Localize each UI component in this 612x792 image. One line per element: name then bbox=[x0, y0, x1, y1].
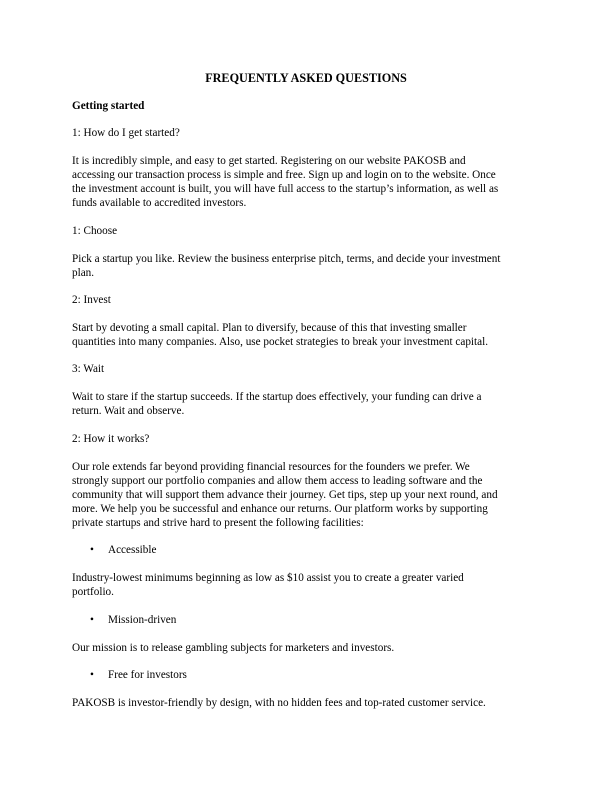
bullet-icon: • bbox=[90, 544, 94, 556]
bullet-item-free-for-investors: Free for investors bbox=[108, 669, 187, 681]
paragraph-line: It is incredibly simple, and easy to get started. Registering on our website PAKOSB and bbox=[72, 155, 466, 167]
paragraph-line: plan. bbox=[72, 267, 95, 279]
paragraph-line: strongly support our portfolio companies and allow them access to leading software and the bbox=[72, 475, 483, 487]
bullet-item-accessible: Accessible bbox=[108, 544, 157, 556]
paragraph-line: Our mission is to release gambling subjects for marketers and investors. bbox=[72, 642, 395, 654]
paragraph-line: the investment account is built, you will have full access to the startup’s information, as well as bbox=[72, 183, 499, 195]
paragraph-line: accessing our transaction process is simple and free. Sign up and login on to the website. Once bbox=[72, 169, 496, 181]
step-3-label: 3: Wait bbox=[72, 363, 105, 375]
paragraph-line: Industry-lowest minimums beginning as low as $10 assist you to create a greater varied bbox=[72, 572, 464, 584]
paragraph-line: PAKOSB is investor-friendly by design, with no hidden fees and top-rated customer service. bbox=[72, 697, 486, 709]
step-1-label: 1: Choose bbox=[72, 225, 118, 237]
bullet-icon: • bbox=[90, 614, 94, 626]
paragraph-line: Pick a startup you like. Review the business enterprise pitch, terms, and decide your investment bbox=[72, 253, 501, 265]
paragraph-line: Wait to stare if the startup succeeds. If the startup does effectively, your funding can drive a bbox=[72, 391, 482, 403]
bullet-icon: • bbox=[90, 669, 94, 681]
question-1: 1: How do I get started? bbox=[72, 127, 180, 139]
paragraph-line: portfolio. bbox=[72, 586, 114, 598]
paragraph-line: Our role extends far beyond providing financial resources for the founders we prefer. We bbox=[72, 461, 470, 473]
page-title: FREQUENTLY ASKED QUESTIONS bbox=[205, 71, 407, 85]
section-heading: Getting started bbox=[72, 100, 145, 112]
question-2: 2: How it works? bbox=[72, 433, 150, 445]
paragraph-line: Start by devoting a small capital. Plan to diversify, because of this that investing smaller bbox=[72, 322, 467, 334]
paragraph-line: return. Wait and observe. bbox=[72, 405, 185, 417]
step-2-label: 2: Invest bbox=[72, 294, 111, 306]
paragraph-line: more. We help you be successful and enhance our returns. Our platform works by supporting bbox=[72, 503, 488, 515]
paragraph-line: funds available to accredited investors. bbox=[72, 197, 247, 209]
paragraph-line: quantities into many companies. Also, use pocket strategies to break your investment capital. bbox=[72, 336, 489, 348]
paragraph-line: private startups and strive hard to present the following facilities: bbox=[72, 517, 364, 529]
bullet-item-mission-driven: Mission-driven bbox=[108, 614, 177, 626]
paragraph-line: community that will support them advance their journey. Get tips, step up your next round, and bbox=[72, 489, 498, 501]
